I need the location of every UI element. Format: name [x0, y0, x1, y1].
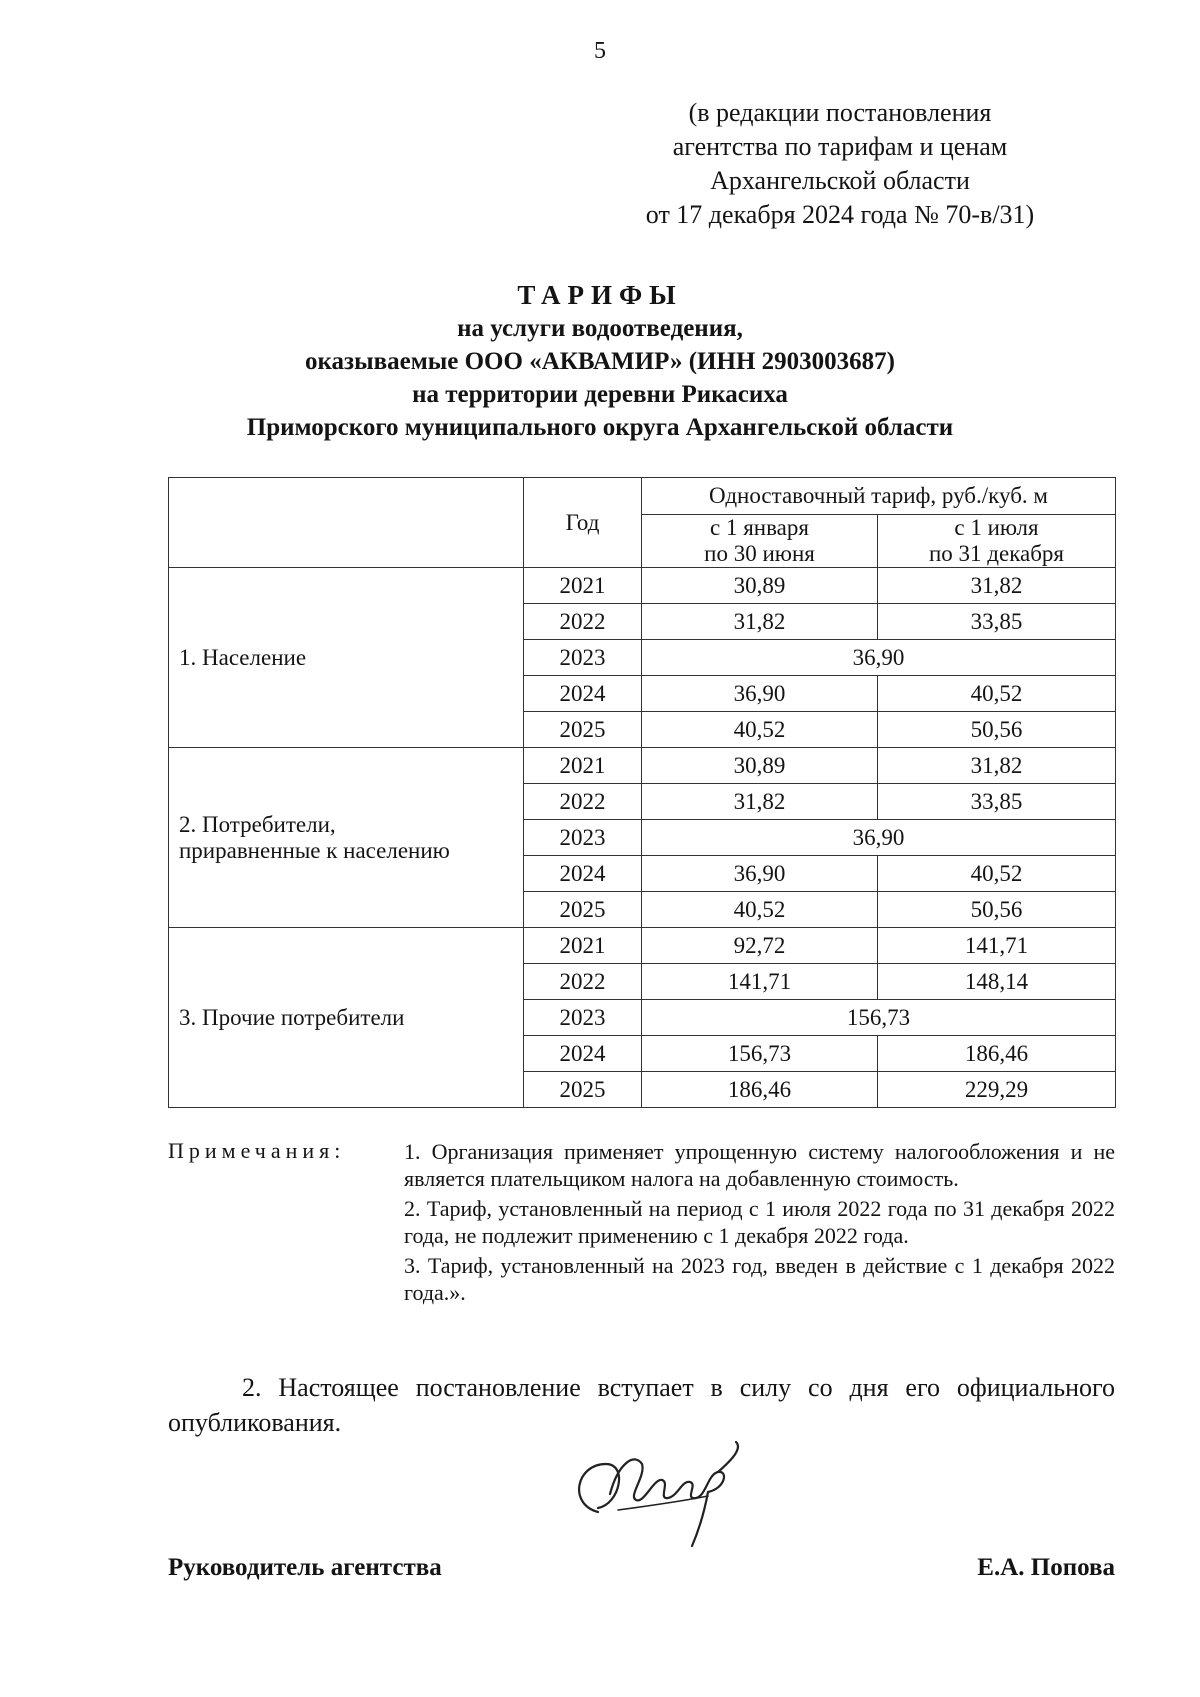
edition-line: от 17 декабря 2024 года № 70-в/31): [645, 200, 1035, 229]
signer-name: Е.А. Попова: [977, 1554, 1115, 1581]
header-empty-cell: [169, 478, 524, 568]
tariff-cell-h1: 36,90: [642, 676, 878, 712]
table-header-row: [169, 478, 1116, 515]
title-line: оказываемые ООО «АКВАМИР» (ИНН 2903003687): [305, 348, 895, 375]
title-main: ТАРИФЫ: [517, 280, 683, 310]
tariff-cell-h1: 156,73: [642, 1036, 878, 1072]
tariff-table: [168, 477, 1116, 1108]
tariff-cell-h2: 50,56: [878, 892, 1116, 928]
tariff-cell-h1: 31,82: [642, 784, 878, 820]
notes-label: Примечания:: [168, 1138, 346, 1163]
table-row: [169, 568, 1116, 604]
year-cell: 2023: [524, 820, 642, 856]
year-cell: 2022: [524, 964, 642, 1000]
tariff-cell-merged: 36,90: [642, 640, 1116, 676]
year-cell: 2024: [524, 676, 642, 712]
title-line: Приморского муниципального округа Архангельской области: [246, 414, 954, 441]
tariff-cell-h2: 40,52: [878, 856, 1116, 892]
document-title: [0, 278, 1200, 444]
year-cell: 2025: [524, 892, 642, 928]
edition-line: агентства по тарифам и ценам: [672, 132, 1008, 161]
year-cell: 2022: [524, 604, 642, 640]
note-item: 1. Организация применяет упрощенную систему налогообложения и не является плательщиком налога на добавленную стоимость.: [404, 1139, 1115, 1191]
effective-clause: 2. Настоящее постановление вступает в силу со дня его официального опубликования.: [168, 1373, 1115, 1437]
tariff-header: Одноставочный тариф, руб./куб. м: [642, 478, 1116, 515]
year-header: Год: [524, 478, 642, 568]
year-cell: 2025: [524, 712, 642, 748]
period2-header: с 1 июля по 31 декабря: [878, 515, 1116, 568]
table-row: [169, 928, 1116, 964]
tariff-cell-h1: 36,90: [642, 856, 878, 892]
tariff-cell-h1: 31,82: [642, 604, 878, 640]
tariff-cell-h2: 148,14: [878, 964, 1116, 1000]
year-cell: 2024: [524, 1036, 642, 1072]
tariff-cell-h2: 40,52: [878, 676, 1116, 712]
tariff-cell-h2: 31,82: [878, 748, 1116, 784]
tariff-cell-h1: 40,52: [642, 892, 878, 928]
tariff-cell-merged: 156,73: [642, 1000, 1116, 1036]
tariff-cell-h1: 92,72: [642, 928, 878, 964]
year-cell: 2024: [524, 856, 642, 892]
note-item: 2. Тариф, установленный на период с 1 июля 2022 года по 31 декабря 2022 года, не подлежит применению с 1 декабря 2022 года.: [404, 1196, 1115, 1248]
table-row: [169, 748, 1116, 784]
tariff-cell-merged: 36,90: [642, 820, 1116, 856]
year-cell: 2021: [524, 748, 642, 784]
edition-line: Архангельской области: [710, 166, 970, 195]
tariff-cell-h2: 141,71: [878, 928, 1116, 964]
year-cell: 2021: [524, 928, 642, 964]
tariff-cell-h1: 30,89: [642, 748, 878, 784]
note-item: 3. Тариф, установленный на 2023 год, введен в действие с 1 декабря 2022 года.».: [404, 1253, 1115, 1305]
year-cell: 2021: [524, 568, 642, 604]
title-line: на услуги водоотведения,: [457, 315, 743, 342]
tariff-cell-h1: 40,52: [642, 712, 878, 748]
period1-header: с 1 января по 30 июня: [642, 515, 878, 568]
year-cell: 2023: [524, 640, 642, 676]
category-cell: 2. Потребители, приравненные к населению: [169, 748, 524, 928]
edition-note: [630, 96, 1050, 232]
tariff-table-body: [169, 478, 1116, 1108]
category-cell: 1. Население: [169, 568, 524, 748]
notes-list: [404, 1138, 1115, 1309]
year-cell: 2025: [524, 1072, 642, 1108]
tariff-cell-h1: 186,46: [642, 1072, 878, 1108]
tariff-cell-h1: 141,71: [642, 964, 878, 1000]
category-cell: 3. Прочие потребители: [169, 928, 524, 1108]
tariff-cell-h1: 30,89: [642, 568, 878, 604]
tariff-cell-h2: 186,46: [878, 1036, 1116, 1072]
tariff-cell-h2: 33,85: [878, 604, 1116, 640]
tariff-cell-h2: 31,82: [878, 568, 1116, 604]
signer-title: Руководитель агентства: [168, 1554, 442, 1581]
edition-line: (в редакции постановления: [688, 98, 992, 127]
page-number: 5: [594, 38, 606, 64]
title-line: на территории деревни Рикасиха: [412, 381, 788, 408]
tariff-cell-h2: 229,29: [878, 1072, 1116, 1108]
tariff-cell-h2: 33,85: [878, 784, 1116, 820]
tariff-cell-h2: 50,56: [878, 712, 1116, 748]
year-cell: 2023: [524, 1000, 642, 1036]
year-cell: 2022: [524, 784, 642, 820]
signature-icon: [558, 1434, 758, 1554]
